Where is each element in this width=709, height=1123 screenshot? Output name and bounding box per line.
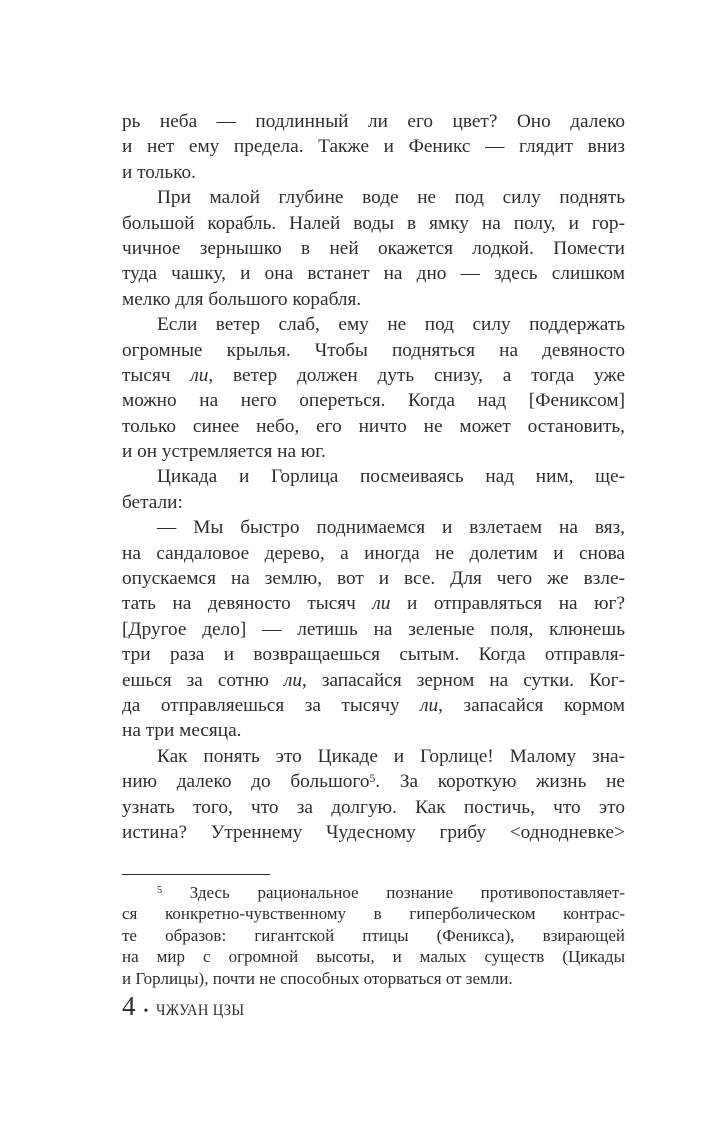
body-text-line: тать на девяносто тысяч ли и отправляться на юг? xyxy=(122,593,625,615)
body-text-line: — Мы быстро поднимаемся и взлетаем на вяз, xyxy=(157,517,625,539)
body-text-line: нию далеко до большого$^5$. За короткую жизнь не xyxy=(122,771,625,793)
footnote-line: ся конкретно-чувственному в гиперболическом контрас- xyxy=(122,904,625,924)
paragraph-2 xyxy=(122,185,625,312)
body-text-line: узнать того, что за долгую. Как постичь, что это xyxy=(122,796,625,818)
body-text-line: истина? Утреннему Чудесному грибу <однодневке> xyxy=(122,821,625,843)
footnote-separator xyxy=(122,874,270,875)
paragraph-1 xyxy=(122,109,625,185)
paragraph-4 xyxy=(122,464,625,515)
body-text-line: и нет ему предела. Также и Феникс — глядит вниз xyxy=(122,136,625,158)
body-text-line: Цикада и Горлица посмеиваясь над ним, ще- xyxy=(157,466,625,488)
page-footer xyxy=(122,993,625,1020)
body-text-line: рь неба — подлинный ли его цвет? Оно далеко xyxy=(122,111,625,132)
footnote-line: те образов: гигантской птицы (Феникса), взирающей xyxy=(122,925,625,945)
body-text-line: большой корабль. Налей воды в ямку на полу, и гор- xyxy=(122,212,625,234)
body-text-line: Если ветер слаб, ему не под силу поддержать xyxy=(157,314,625,336)
paragraph-6 xyxy=(122,744,625,846)
footnote xyxy=(122,882,625,989)
page-body-text xyxy=(122,109,625,845)
paragraph-3 xyxy=(122,312,625,464)
footer-bullet-icon: • xyxy=(143,1004,149,1019)
body-text-line: [Другое дело] — летишь на зеленые поля, клюнешь xyxy=(122,618,625,640)
body-text-line: на сандаловое дерево, а иногда не долетим и снова xyxy=(122,542,625,564)
body-text-line: Как понять это Цикаде и Горлице! Малому зна- xyxy=(157,745,625,767)
italic-term: ли xyxy=(190,364,209,386)
running-title: ЧЖУАН ЦЗЫ xyxy=(156,1002,245,1019)
body-text-line: да отправляешься за тысячу ли, запасайся кормом xyxy=(122,694,625,716)
footnote-line: и Горлицы), почти не способных оторваться от земли. xyxy=(122,968,513,988)
body-text-line: и он устремляется на юг. xyxy=(122,441,326,463)
body-text-line: и только. xyxy=(122,161,196,183)
body-text-line: огромные крылья. Чтобы подняться на девяносто xyxy=(122,339,625,361)
italic-term: ли xyxy=(372,593,391,615)
footnote-reference: 5 xyxy=(369,771,376,785)
body-text-line: ешься за сотню ли, запасайся зерном на сутки. Ког- xyxy=(122,669,626,691)
body-text-line: можно на него опереться. Когда над [Фениксом] xyxy=(122,390,625,412)
italic-term: ли xyxy=(283,669,302,691)
footnote-reference: 5 xyxy=(157,885,163,897)
footnote-line: на мир с огромной высоты, и малых существ (Цикады xyxy=(122,947,625,967)
body-text-line: туда чашку, и она встанет на дно — здесь слишком xyxy=(122,263,625,285)
body-text-line: чичное зернышко в ней окажется лодкой. Помести xyxy=(122,237,625,259)
body-text-line: на три месяца. xyxy=(122,720,242,742)
body-text-line: опускаемся на землю, вот и все. Для чего же взле- xyxy=(122,568,625,590)
body-text-line: При малой глубине воде не под силу поднять xyxy=(157,187,625,209)
footnote-line: $^5$ Здесь рациональное познание противопоставляет- xyxy=(157,883,625,902)
body-text-line: три раза и возвращаешься сытым. Когда отправля- xyxy=(122,644,625,666)
body-text-line: только синее небо, его ничто не может остановить, xyxy=(122,415,625,437)
italic-term: ли xyxy=(420,694,439,716)
paragraph-5 xyxy=(122,515,625,744)
body-text-line: тысяч ли, ветер должен дуть снизу, а тогда уже xyxy=(122,364,625,386)
page-number: 4 xyxy=(122,991,136,1021)
body-text-line: мелко для большого корабля. xyxy=(122,288,362,310)
body-text-line: бетали: xyxy=(122,491,183,513)
